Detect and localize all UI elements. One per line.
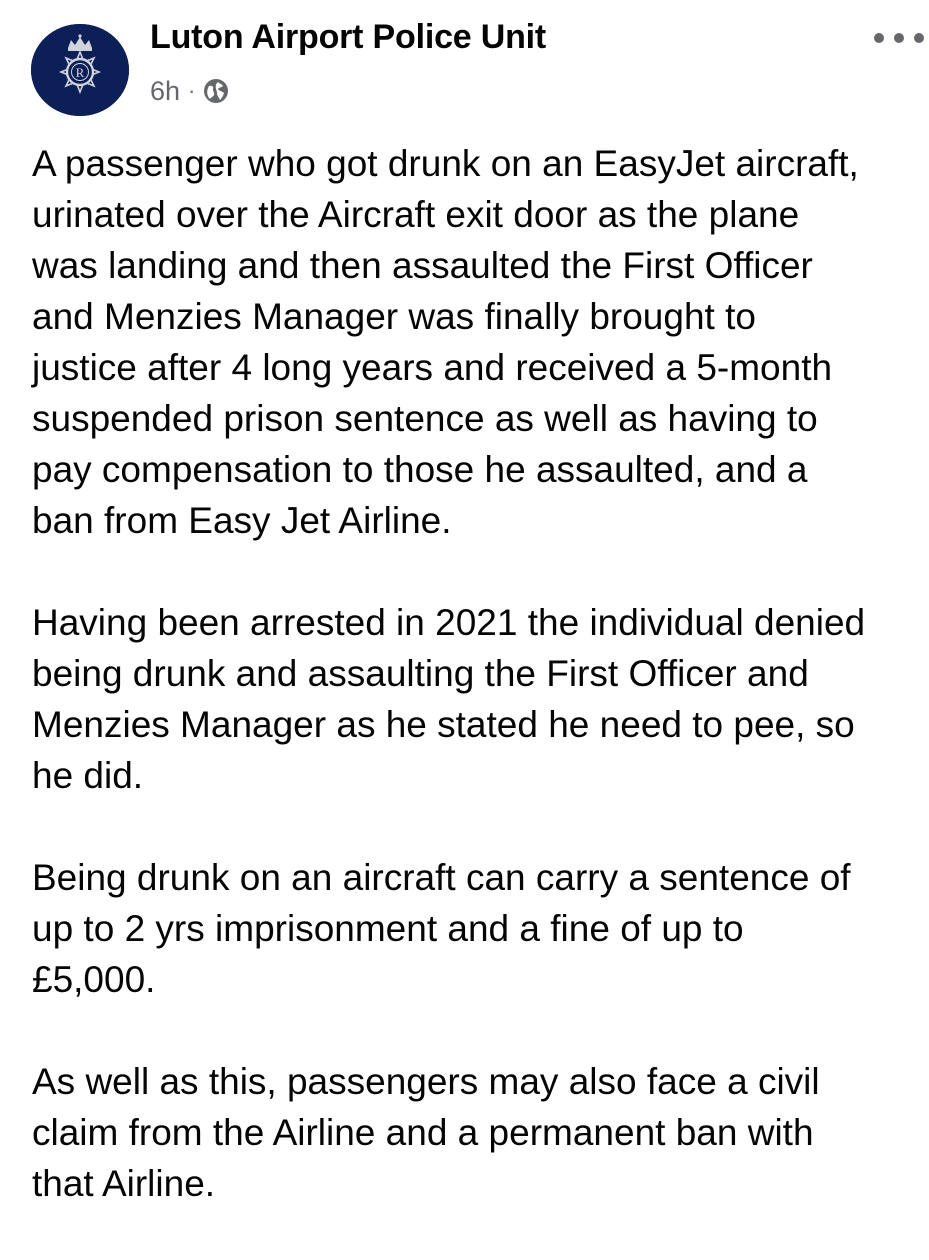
globe-icon	[203, 78, 229, 104]
post-meta	[150, 74, 229, 108]
post-paragraph: Being drunk on an aircraft can carry a sentence of up to 2 yrs imprisonment and a fine of up to £5,000.	[32, 857, 851, 1000]
post-paragraph: Having been arrested in 2021 the individual denied being drunk and assaulting the First Officer and Menzies Manager as he stated he need to pee, so he did.	[32, 602, 866, 796]
svg-text:R: R	[75, 65, 85, 80]
more-options-icon-dot	[894, 33, 904, 43]
more-options-button[interactable]	[874, 28, 924, 48]
meta-separator: ·	[188, 78, 196, 103]
post-timestamp[interactable]: 6h	[150, 75, 181, 106]
post-body	[32, 138, 922, 1260]
post-paragraph: A passenger who got drunk on an EasyJet aircraft, urinated over the Aircraft exit door as the plane was landing and then assaulted the First Officer and Menzies Manager was finally brought to justice after 4 long years and received a 5-month suspended prison sentence as well as having to pay compensation to those he assaulted, and a ban from Easy Jet Airline.	[32, 143, 859, 541]
post-paragraph: As well as this, passengers may also face a civil claim from the Airline and a permanent ban with that Airline.	[32, 1061, 820, 1204]
police-crest-icon	[31, 24, 129, 116]
page-avatar[interactable]	[31, 24, 129, 116]
post-header	[0, 0, 929, 130]
page-name[interactable]: Luton Airport Police Unit	[150, 18, 547, 56]
more-options-icon-dot	[914, 33, 924, 43]
more-options-icon	[874, 33, 884, 43]
